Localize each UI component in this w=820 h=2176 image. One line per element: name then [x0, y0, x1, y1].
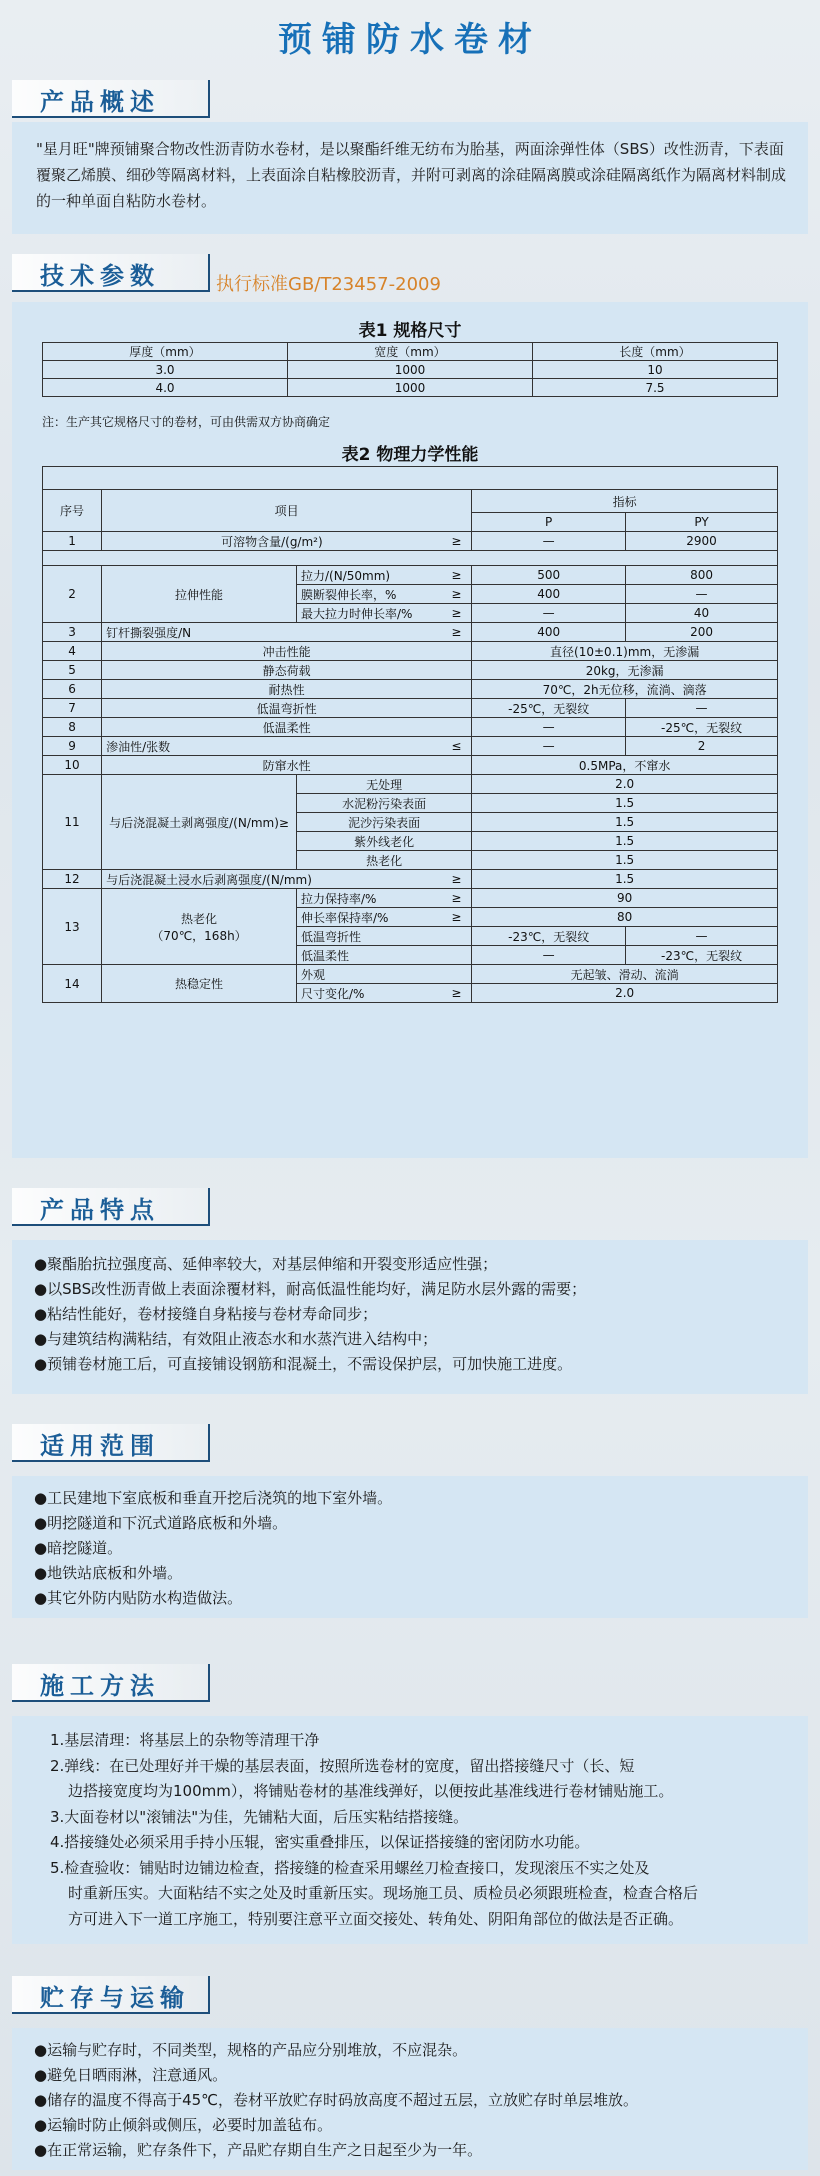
- row-subitem: 拉力保持率/%: [297, 889, 442, 908]
- row-no: 8: [43, 718, 102, 737]
- row-value: 1.5: [472, 832, 778, 851]
- list-item: ●明挖隧道和下沉式道路底板和外墙。: [34, 1514, 288, 1532]
- section-header-storage: [12, 1976, 210, 2014]
- table1-cell: 4.0: [43, 379, 288, 397]
- list-item: ●与建筑结构满粘结，有效阻止液态水和水蒸汽进入结构中；: [34, 1330, 438, 1348]
- row-value: 70℃，2h无位移，流淌、滴落: [472, 680, 778, 699]
- table-row: [43, 361, 778, 379]
- row-value: 1.5: [472, 813, 778, 832]
- features-list: [34, 1252, 586, 1377]
- row-value: 80: [472, 908, 778, 927]
- row-py: 800: [626, 566, 778, 585]
- method-step-5-cont: 时重新压实。大面粘结不实之处及时重新压实。现场施工员、质检员必须跟班检查，检查合格后: [68, 1884, 699, 1902]
- table1-title: 表1 规格尺寸: [358, 321, 462, 341]
- table-row: [43, 379, 778, 397]
- row-subitem: 尺寸变化/%: [297, 984, 442, 1003]
- standard-label: 执行标准GB/T23457-2009: [216, 274, 441, 295]
- row-no: 11: [43, 775, 102, 870]
- table2-header-row: [43, 490, 778, 513]
- row-p: 400: [472, 585, 626, 604]
- storage-list: [34, 2038, 638, 2163]
- row-subitem: 紫外线老化: [297, 832, 472, 851]
- table2-gap-row: [43, 551, 778, 566]
- section-header-tech: [12, 254, 210, 292]
- row-value: 直径(10±0.1)mm，无渗漏: [472, 642, 778, 661]
- row-item: 防窜水性: [102, 756, 472, 775]
- overview-text: "星月旺"牌预铺聚合物改性沥青防水卷材，是以聚酯纤维无纺布为胎基，两面涂弹性体（SBS）改性沥青，下表面覆聚乙烯膜、细砂等隔离材料，上表面涂自粘橡胶沥青，并附可剥离的涂硅隔离膜或涂硅隔离纸作为隔离材料制成的一种单面自粘防水卷材。: [36, 140, 787, 210]
- row-subitem: 膜断裂伸长率，%: [297, 585, 442, 604]
- table1-header-row: [43, 343, 778, 361]
- row-subitem: 水泥粉污染表面: [297, 794, 472, 813]
- row-py: 40: [626, 604, 778, 623]
- blank-cell: [43, 551, 778, 566]
- table-row: [43, 718, 778, 737]
- row-item: 静态荷载: [102, 661, 472, 680]
- row-item: 与后浇混凝土浸水后剥离强度/(N/mm): [102, 870, 442, 889]
- table1-cell: 1000: [288, 379, 533, 397]
- row-no: 3: [43, 623, 102, 642]
- row-py: —: [626, 585, 778, 604]
- section-header-overview: [12, 80, 210, 118]
- row-py: 200: [626, 623, 778, 642]
- method-step-5: 5.检查验收：铺贴时边铺边检查，搭接缝的检查采用螺丝刀检查接口，发现滚压不实之处及: [50, 1858, 650, 1877]
- row-no: 7: [43, 699, 102, 718]
- list-item: ●暗挖隧道。: [34, 1539, 123, 1557]
- row-item: 可溶物含量/(g/m²): [102, 532, 442, 551]
- table2: [42, 466, 778, 1003]
- blank-cell: [43, 467, 778, 490]
- section-title-tech: 技术参数: [40, 262, 160, 290]
- list-item: ●以SBS改性沥青做上表面涂覆材料，耐高低温性能均好，满足防水层外露的需要；: [34, 1280, 587, 1298]
- row-no: 14: [43, 965, 102, 1003]
- header-index: 指标: [472, 490, 778, 513]
- row-p: —: [472, 946, 626, 965]
- ge-symbol: ≥: [442, 870, 472, 889]
- list-item: ●运输时防止倾斜或侧压，必要时加盖毡布。: [34, 2116, 333, 2134]
- row-value: 2.0: [472, 775, 778, 794]
- row-no: 10: [43, 756, 102, 775]
- section-title-method: 施工方法: [40, 1672, 160, 1700]
- list-item: ●粘结性能好，卷材接缝自身粘接与卷材寿命同步；: [34, 1305, 378, 1323]
- list-item: ●预铺卷材施工后，可直接铺设钢筋和混凝土，不需设保护层，可加快施工进度。: [34, 1355, 573, 1373]
- row-p: —: [472, 737, 626, 756]
- table-row: [43, 623, 778, 642]
- method-step-2-cont: 边搭接宽度均为100mm），将铺贴卷材的基准线弹好，以便按此基准线进行卷材铺贴施工。: [68, 1782, 674, 1800]
- row-py: -25℃，无裂纹: [626, 718, 778, 737]
- table-row: [43, 965, 778, 984]
- row-value: 2.0: [472, 984, 778, 1003]
- table1-cell: 1000: [288, 361, 533, 379]
- row-subitem: 低温柔性: [297, 946, 472, 965]
- row-subitem: 无处理: [297, 775, 472, 794]
- row-value: 20kg，无渗漏: [472, 661, 778, 680]
- row-item: 与后浇混凝土剥离强度/(N/mm)≥: [102, 775, 297, 870]
- method-step-3: 3.大面卷材以"滚铺法"为佳，先铺粘大面，后压实粘结搭接缝。: [50, 1807, 469, 1826]
- method-step-2: 2.弹线：在已处理好并干燥的基层表面，按照所选卷材的宽度，留出搭接缝尺寸（长、短: [50, 1756, 635, 1775]
- table2-title: 表2 物理力学性能: [341, 445, 479, 465]
- table1-cell: 3.0: [43, 361, 288, 379]
- header-p: P: [472, 513, 626, 532]
- section-title-scope: 适用范围: [40, 1432, 160, 1460]
- row-no: 6: [43, 680, 102, 699]
- table-row: [43, 699, 778, 718]
- table1-header-width: 宽度（mm）: [288, 343, 533, 361]
- list-item: ●地铁站底板和外墙。: [34, 1564, 183, 1582]
- ge-symbol: ≥: [442, 585, 472, 604]
- table-row: [43, 756, 778, 775]
- method-step-4: 4.搭接缝处必须采用手持小压辊，密实重叠排压，以保证搭接缝的密闭防水功能。: [50, 1833, 590, 1851]
- row-subitem: 最大拉力时伸长率/%: [297, 604, 442, 623]
- list-item: ●避免日晒雨淋，注意通风。: [34, 2066, 228, 2084]
- header-item: 项目: [102, 490, 472, 532]
- table-row: [43, 566, 778, 585]
- row-no: 9: [43, 737, 102, 756]
- row-item: 耐热性: [102, 680, 472, 699]
- row-no: 2: [43, 566, 102, 623]
- row-item: 钉杆撕裂强度/N: [102, 623, 442, 642]
- row-item: 低温柔性: [102, 718, 472, 737]
- row-item: 冲击性能: [102, 642, 472, 661]
- header-py: PY: [626, 513, 778, 532]
- section-header-method: [12, 1664, 210, 1702]
- row-p: 500: [472, 566, 626, 585]
- list-item: ●在正常运输，贮存条件下，产品贮存期自生产之日起至少为一年。: [34, 2141, 483, 2159]
- table-row: [43, 870, 778, 889]
- row-py: -23℃，无裂纹: [626, 946, 778, 965]
- row-no: 12: [43, 870, 102, 889]
- row-item-line1: 热老化: [181, 911, 218, 926]
- row-py: 2900: [626, 532, 778, 551]
- row-no: 5: [43, 661, 102, 680]
- row-p: -23℃，无裂纹: [472, 927, 626, 946]
- ge-symbol: ≥: [442, 984, 472, 1003]
- section-title-overview: 产品概述: [40, 88, 160, 116]
- scope-list: [34, 1486, 392, 1611]
- ge-symbol: ≥: [442, 908, 472, 927]
- list-item: ●储存的温度不得高于45℃，卷材平放贮存时码放高度不超过五层，立放贮存时单层堆放。: [34, 2091, 639, 2109]
- section-title-storage: 贮存与运输: [40, 1984, 190, 2012]
- le-symbol: ≤: [442, 737, 472, 756]
- method-step-1: 1.基层清理：将基层上的杂物等清理干净: [50, 1731, 320, 1749]
- table1: [42, 342, 778, 397]
- row-no: 4: [43, 642, 102, 661]
- list-item: ●聚酯胎抗拉强度高、延伸率较大，对基层伸缩和开裂变形适应性强；: [34, 1255, 498, 1273]
- row-py: —: [626, 927, 778, 946]
- row-item: 拉伸性能: [102, 566, 297, 623]
- row-subitem: 拉力/(N/50mm): [297, 566, 442, 585]
- row-p: 400: [472, 623, 626, 642]
- row-item: 低温弯折性: [102, 699, 472, 718]
- row-no: 1: [43, 532, 102, 551]
- row-item: 热稳定性: [102, 965, 297, 1003]
- table1-note: 注：生产其它规格尺寸的卷材，可由供需双方协商确定: [42, 415, 331, 429]
- method-step-5-cont: 方可进入下一道工序施工，特别要注意平立面交接处、转角处、阴阳角部位的做法是否正确。: [68, 1909, 684, 1928]
- row-subitem: 低温弯折性: [297, 927, 472, 946]
- ge-symbol: ≥: [442, 566, 472, 585]
- section-title-features: 产品特点: [40, 1196, 160, 1224]
- row-value: 0.5MPa，不窜水: [472, 756, 778, 775]
- row-no: 13: [43, 889, 102, 965]
- row-subitem: 伸长率保持率/%: [297, 908, 442, 927]
- row-subitem: 外观: [297, 965, 472, 984]
- header-no: 序号: [43, 490, 102, 532]
- row-subitem: 热老化: [297, 851, 472, 870]
- table-row: [43, 680, 778, 699]
- table-row: [43, 889, 778, 908]
- table1-cell: 7.5: [533, 379, 778, 397]
- row-item: [102, 889, 297, 965]
- row-p: —: [472, 718, 626, 737]
- table-row: [43, 532, 778, 551]
- list-item: ●工民建地下室底板和垂直开挖后浇筑的地下室外墙。: [34, 1489, 393, 1507]
- row-value: 90: [472, 889, 778, 908]
- table-row: [43, 661, 778, 680]
- row-p: -25℃，无裂纹: [472, 699, 626, 718]
- row-py: —: [626, 699, 778, 718]
- list-item: ●运输与贮存时，不同类型，规格的产品应分别堆放，不应混杂。: [34, 2041, 468, 2059]
- list-item: ●其它外防内贴防水构造做法。: [34, 1589, 243, 1607]
- ge-symbol: ≥: [442, 532, 472, 551]
- ge-symbol: ≥: [442, 623, 472, 642]
- row-value: 1.5: [472, 870, 778, 889]
- page-title: 预铺防水卷材: [278, 20, 542, 60]
- row-py: 2: [626, 737, 778, 756]
- table1-header-length: 长度（mm）: [533, 343, 778, 361]
- table-row: [43, 775, 778, 794]
- table-row: [43, 737, 778, 756]
- row-value: 1.5: [472, 794, 778, 813]
- method-steps: [50, 1728, 790, 1932]
- table1-header-thickness: 厚度（mm）: [43, 343, 288, 361]
- row-p: —: [472, 532, 626, 551]
- table-row: [43, 642, 778, 661]
- ge-symbol: ≥: [442, 889, 472, 908]
- row-item: 渗油性/张数: [102, 737, 442, 756]
- table2-blank-row: [43, 467, 778, 490]
- table1-cell: 10: [533, 361, 778, 379]
- row-subitem: 泥沙污染表面: [297, 813, 472, 832]
- ge-symbol: ≥: [442, 604, 472, 623]
- row-value: 无起皱、滑动、流淌: [472, 965, 778, 984]
- row-p: —: [472, 604, 626, 623]
- section-header-features: [12, 1188, 210, 1226]
- row-value: 1.5: [472, 851, 778, 870]
- row-item-line2: （70℃，168h）: [151, 928, 247, 943]
- section-header-scope: [12, 1424, 210, 1462]
